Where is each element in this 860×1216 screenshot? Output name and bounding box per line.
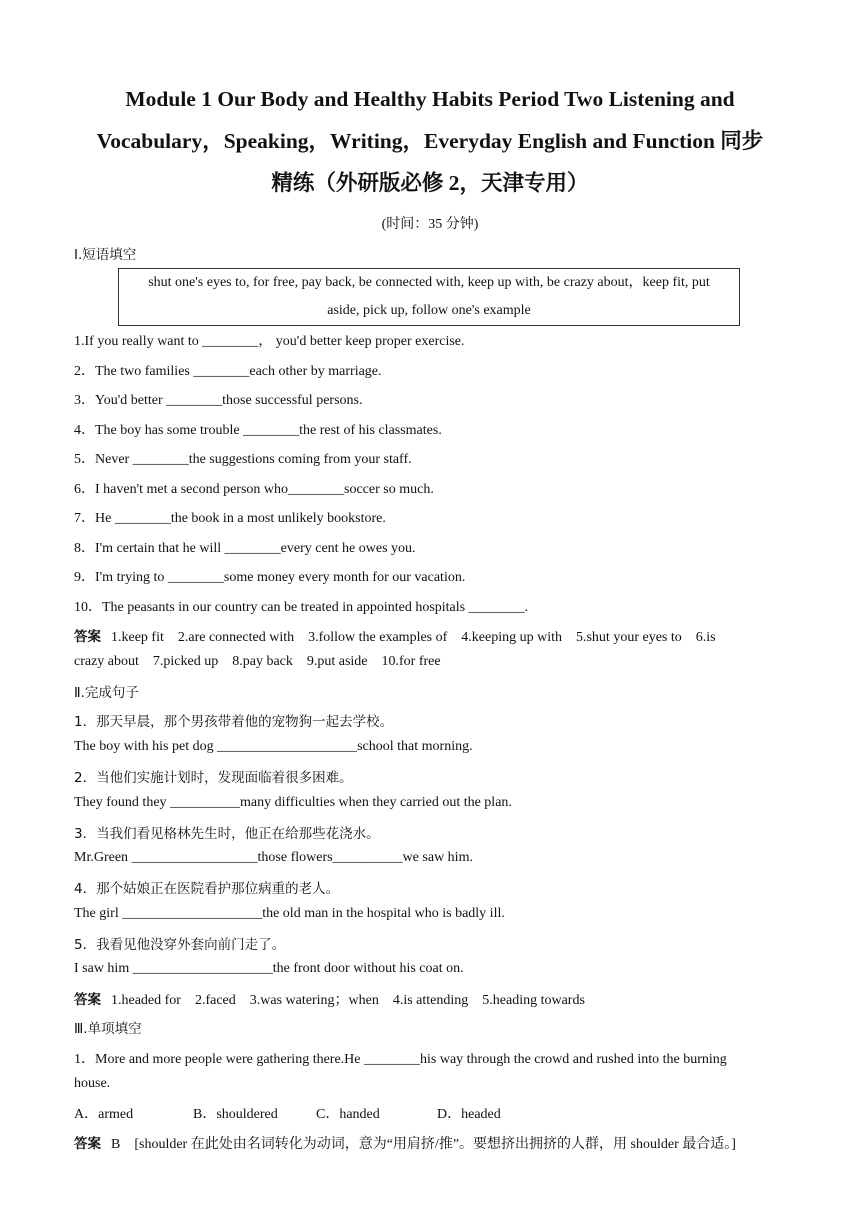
option-d: D．headed — [437, 1107, 501, 1122]
sentence-4-english: The girl ____________________the old man in the hospital who is badly ill. — [74, 906, 505, 921]
question-2: 2．The two families ________each other by marriage. — [74, 364, 382, 379]
question-10: 10．The peasants in our country can be treated in appointed hospitals ________. — [74, 600, 529, 615]
answer-label: 答案 — [74, 629, 101, 645]
phrase-bank-box — [118, 268, 740, 326]
phrase-bank-line-2: aside, pick up, follow one's example — [327, 303, 531, 318]
time-note: (时间：35 分钟) — [381, 217, 479, 232]
title-line-1: Module 1 Our Body and Healthy Habits Period Two Listening and — [125, 87, 735, 111]
document-title — [60, 78, 800, 204]
phrase-bank-line-1: shut one's eyes to, for free, pay back, be connected with, keep up with, be crazy about，keep fit, put — [148, 275, 710, 290]
option-c: C．handed — [316, 1107, 380, 1122]
question-5: 5．Never ________the suggestions coming from your staff. — [74, 452, 412, 467]
mcq-1-stem-line-1: 1．More and more people were gathering there.He ________his way through the crowd and rushed into the burning — [74, 1052, 727, 1067]
answer-text: B [shoulder 在此处由名词转化为动词，意为“用肩挤/推”。要想挤出拥挤的人群，用 shoulder 最合适。] — [111, 1137, 736, 1152]
question-3: 3．You'd better ________those successful persons. — [74, 393, 363, 408]
sentence-1-chinese: 1．那天早晨，那个男孩带着他的宠物狗一起去学校。 — [74, 714, 394, 730]
section-1-heading: Ⅰ.短语填空 — [74, 247, 137, 263]
sentence-5-chinese: 5．我看见他没穿外套向前门走了。 — [74, 937, 286, 953]
answer-text: 1.keep fit 2.are connected with 3.follow the examples of 4.keeping up with 5.shut your eyes to 6.is — [111, 630, 716, 645]
section-2-answer — [74, 988, 585, 1009]
section-3-answer — [74, 1132, 736, 1153]
sentence-1-english: The boy with his pet dog ____________________school that morning. — [74, 739, 473, 754]
sentence-5-english: I saw him ____________________the front door without his coat on. — [74, 961, 464, 976]
title-line-2: Vocabulary，Speaking，Writing，Everyday English and Function 同步 — [96, 129, 764, 153]
sentence-2-english: They found they __________many difficulties when they carried out the plan. — [74, 795, 512, 810]
answer-label: 答案 — [74, 992, 101, 1008]
sentence-2-chinese: 2．当他们实施计划时，发现面临着很多困难。 — [74, 770, 353, 786]
question-1: 1.If you really want to ________， you'd better keep proper exercise. — [74, 334, 465, 349]
answer-label: 答案 — [74, 1136, 101, 1152]
question-8: 8．I'm certain that he will ________every cent he owes you. — [74, 541, 416, 556]
question-9: 9．I'm trying to ________some money every month for our vacation. — [74, 570, 466, 585]
section-1-answer-line-1 — [74, 625, 716, 646]
sentence-3-english: Mr.Green __________________those flowers__________we saw him. — [74, 850, 473, 865]
option-a: A．armed — [74, 1107, 134, 1122]
answer-text: 1.headed for 2.faced 3.was watering；when 4.is attending 5.heading towards — [111, 993, 585, 1008]
title-line-3: 精练（外研版必修 2，天津专用） — [271, 171, 589, 195]
question-7: 7．He ________the book in a most unlikely bookstore. — [74, 511, 386, 526]
section-2-heading: Ⅱ.完成句子 — [74, 685, 139, 701]
sentence-3-chinese: 3．当我们看见格林先生时，他正在给那些花浇水。 — [74, 826, 380, 842]
question-6: 6．I haven't met a second person who________soccer so much. — [74, 482, 434, 497]
question-4: 4．The boy has some trouble ________the rest of his classmates. — [74, 423, 442, 438]
sentence-4-chinese: 4．那个姑娘正在医院看护那位病重的老人。 — [74, 881, 340, 897]
section-3-heading: Ⅲ.单项填空 — [74, 1021, 142, 1037]
section-1-answer-line-2: crazy about 7.picked up 8.pay back 9.put aside 10.for free — [74, 654, 441, 669]
mcq-1-stem-line-2: house. — [74, 1076, 111, 1091]
option-b: B．shouldered — [193, 1107, 278, 1122]
